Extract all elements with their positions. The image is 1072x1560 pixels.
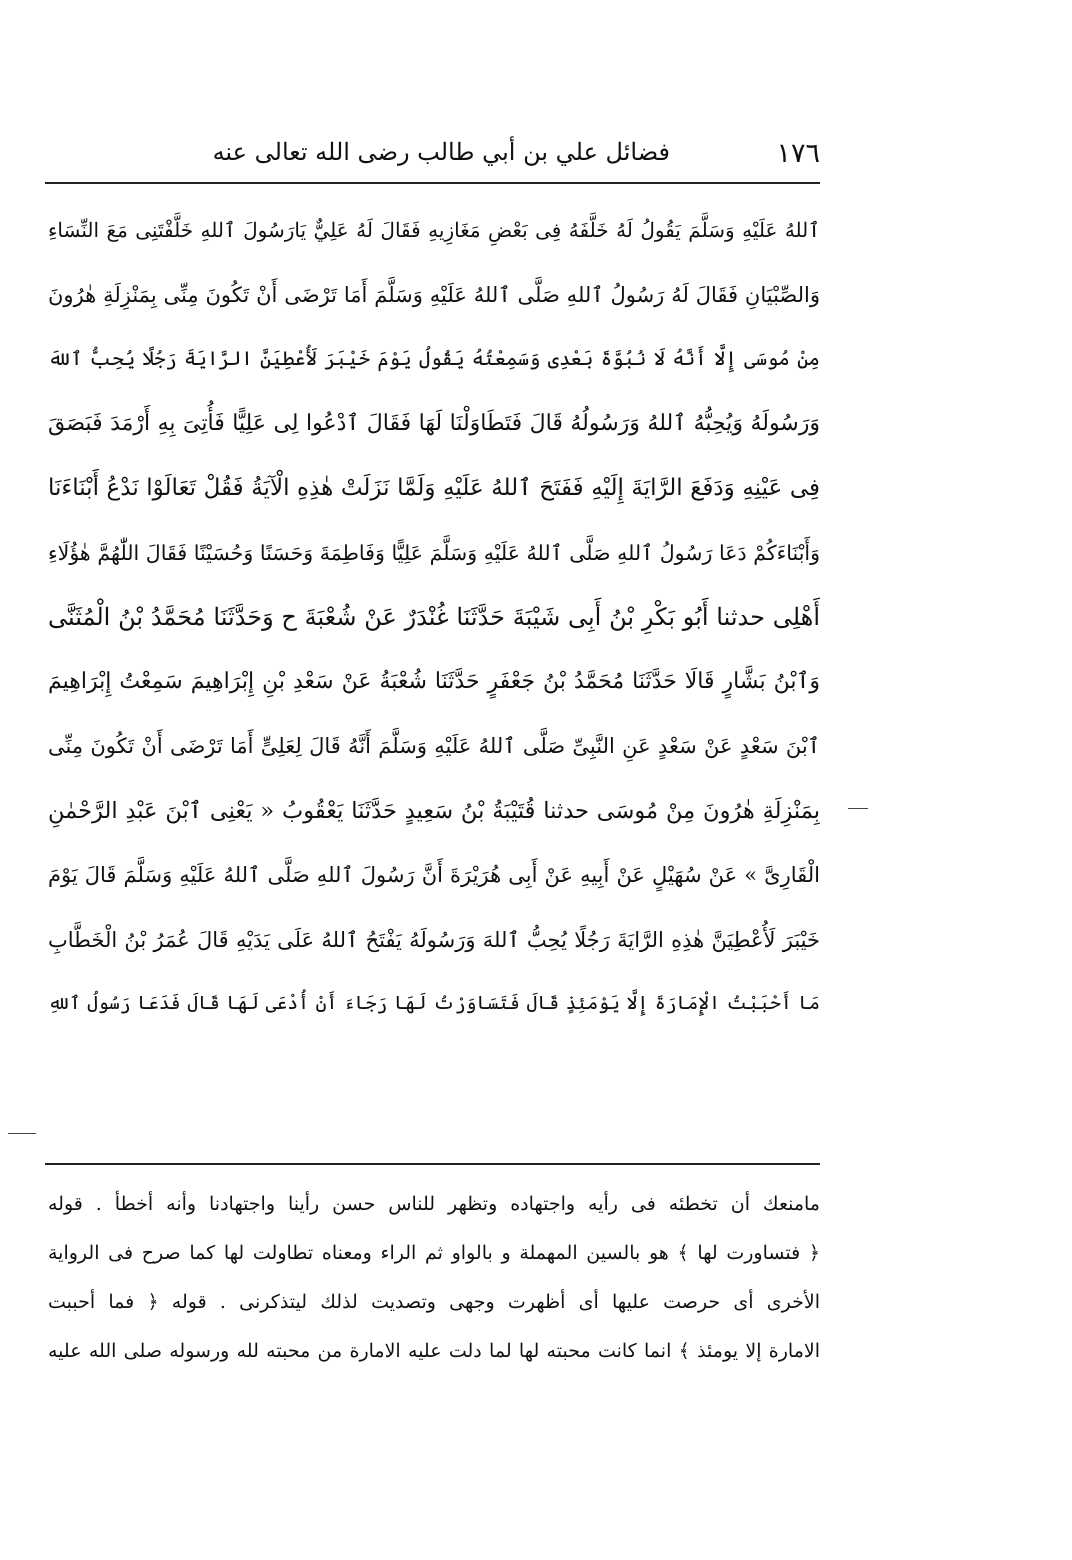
text-line: بِمَنْزِلَةِ هٰرُونَ مِنْ مُوسَى حدثنا قُتَيْبَةُ بْنُ سَعِيدٍ حَدَّثَنَا يَعْقُوبُ « يَعْنِى ٱبْنَ عَبْدِ الرَّحْمٰنِ	[48, 797, 820, 824]
note-line: الأخرى أى حرصت عليها أى أظهرت وجهى وتصديت لذلك ليتذكرنى . قوله ﴿ فما أحببت	[48, 1291, 820, 1313]
text-line: مِنْ مُوسَى إِلَّا أَنَّهُ لَا نُبُوَّةَ بَعْدِى وَسَمِعْتُهُ يَقُولُ يَوْمَ خَيْبَرَ لَأُعْطِيَنَّ الرَّايَةَ رَجُلًا يُحِبُّ ٱللهَ	[48, 347, 820, 370]
text-line: ٱبْنَ سَعْدٍ عَنْ سَعْدٍ عَنِ النَّبِىِّ صَلَّى ٱللهُ عَلَيْهِ وَسَلَّمَ أَنَّهُ قَالَ لِعَلِىٍّ أَمَا تَرْضَى أَنْ تَكُونَ مِنِّى	[48, 734, 820, 758]
text-line: وَأَبْنَاءَكُمْ دَعَا رَسُولُ ٱللهِ صَلَّى ٱللهُ عَلَيْهِ وَسَلَّمَ عَلِيًّا وَفَاطِمَةَ وَحَسَنًا وَحُسَيْنًا فَقَالَ اللّٰهُمَّ هٰؤُلَاءِ	[48, 540, 820, 565]
margin-mark	[8, 1133, 36, 1134]
text-line: مَا أَحْبَبْتُ الْإِمَارَةَ إِلَّا يَوْمَئِذٍ قَالَ فَتَسَاوَرْتُ لَهَا رَجَاءَ أَنْ أُدْعَى لَهَا قَالَ فَدَعَا رَسُولُ ٱللهِ	[48, 993, 820, 1014]
text-line: خَيْبَرَ لَأُعْطِيَنَّ هٰذِهِ الرَّايَةَ رَجُلًا يُحِبُّ ٱللهَ وَرَسُولَهُ يَفْتَحُ ٱللهُ عَلَى يَدَيْهِ قَالَ عُمَرُ بْنُ الْخَطَّابِ	[48, 927, 820, 952]
text-line: وَالصِّبْيَانِ فَقَالَ لَهُ رَسُولُ ٱللهِ صَلَّى ٱللهُ عَلَيْهِ وَسَلَّمَ أَمَا تَرْضَى أَنْ تَكُونَ مِنِّى بِمَنْزِلَةِ هٰرُونَ	[48, 282, 820, 307]
text-line: أَهْلِى حدثنا أَبُو بَكْرِ بْنُ أَبِى شَيْبَةَ حَدَّثَنَا غُنْدَرٌ عَنْ شُعْبَةَ ح وَحَدَّثَنَا مُحَمَّدُ بْنُ الْمُثَنَّى	[48, 603, 820, 631]
page-header	[60, 130, 820, 180]
header-rule	[45, 182, 820, 184]
running-title: فضائل علي بن أبي طالب رضى الله تعالى عنه	[212, 138, 670, 166]
text-line: فِى عَيْنِهِ وَدَفَعَ الرَّايَةَ إِلَيْهِ فَفَتَحَ ٱللهُ عَلَيْهِ وَلَمَّا نَزَلَتْ هٰذِهِ الْآيَةُ فَقُلْ تَعَالَوْا نَدْعُ أَبْنَاءَنَا	[48, 475, 820, 501]
text-line: ٱللهُ عَلَيْهِ وَسَلَّمَ يَقُولُ لَهُ خَلَّفَهُ فِى بَعْضِ مَغَازِيهِ فَقَالَ لَهُ عَلِيٌّ يَارَسُولَ ٱللهِ خَلَّفْتَنِى مَعَ النِّسَاءِ	[48, 218, 820, 242]
note-line: مامنعك أن تخطئه فى رأيه واجتهاده وتظهر للناس حسن رأينا واجتهادنا وأنه أخطأ . قوله	[48, 1193, 820, 1215]
text-line: وَرَسُولَهُ وَيُحِبُّهُ ٱللهُ وَرَسُولُهُ قَالَ فَتَطَاوَلْنَا لَهَا فَقَالَ ٱدْعُوا لِى عَلِيًّا فَأُتِىَ بِهِ أَرْمَدَ فَبَصَقَ	[48, 410, 820, 436]
page-number: ١٧٦	[776, 138, 820, 169]
hadith-text	[48, 198, 820, 1037]
commentary-notes	[48, 1180, 820, 1376]
footnote-rule	[45, 1163, 820, 1165]
margin-mark	[848, 808, 868, 809]
text-line: وَٱبْنُ بَشَّارٍ قَالَا حَدَّثَنَا مُحَمَّدُ بْنُ جَعْفَرٍ حَدَّثَنَا شُعْبَةُ عَنْ سَعْدِ بْنِ إِبْرَاهِيمَ سَمِعْتُ إِبْرَاهِيمَ	[48, 668, 820, 694]
text-line: الْقَارِىَّ » عَنْ سُهَيْلٍ عَنْ أَبِيهِ عَنْ أَبِى هُرَيْرَةَ أَنَّ رَسُولَ ٱللهِ صَلَّى ٱللهُ عَلَيْهِ وَسَلَّمَ قَالَ يَوْمَ	[48, 863, 820, 887]
note-line: الامارة إلا يومئذ ﴾ انما كانت محبته لها لما دلت عليه الامارة من محبته لله ورسوله صلى الله عليه	[48, 1340, 820, 1362]
note-line: ﴿ فتساورت لها ﴾ هو بالسين المهملة و بالواو ثم الراء ومعناه تطاولت لها كما صرح فى الرواية	[48, 1242, 820, 1264]
